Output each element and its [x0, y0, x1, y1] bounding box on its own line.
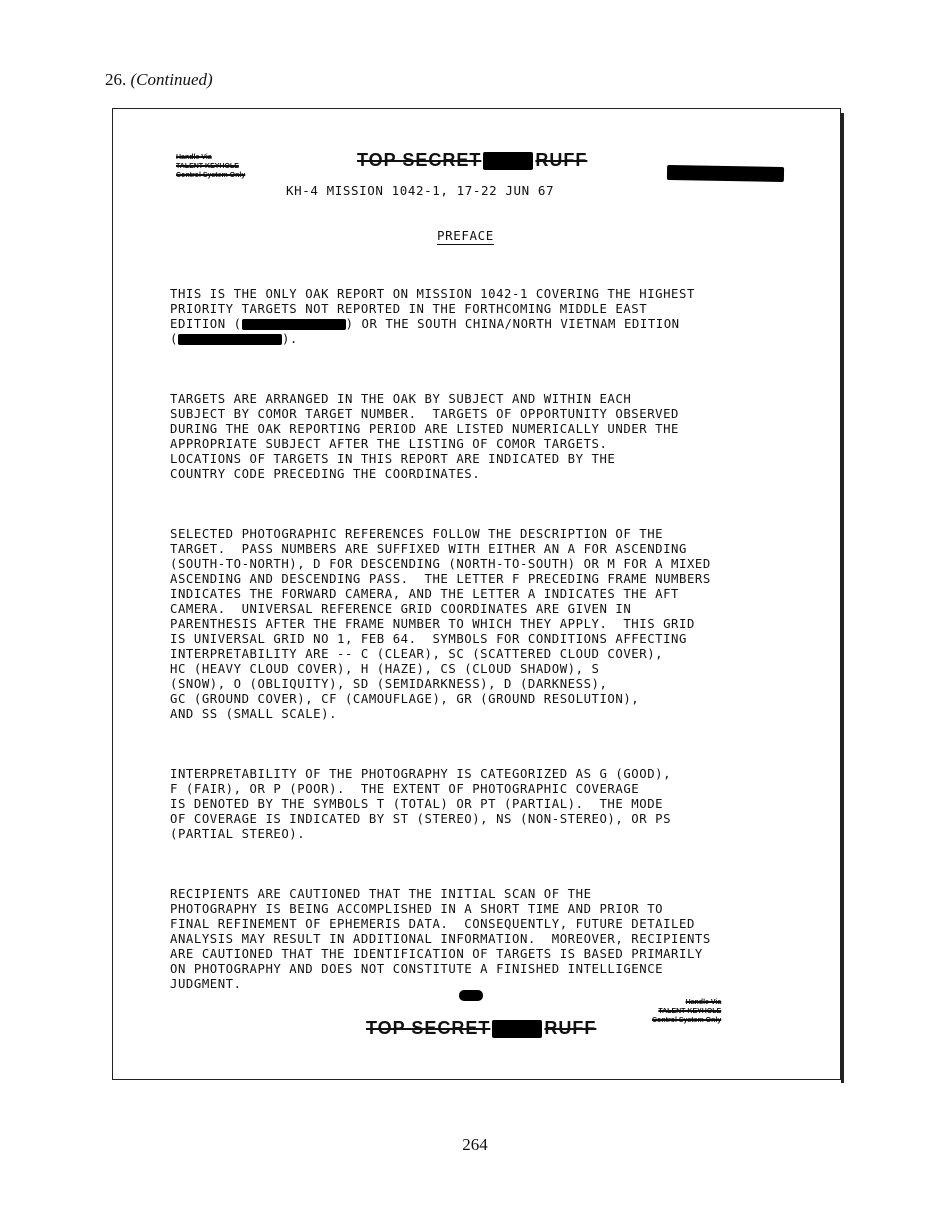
text-line: ) OR THE SOUTH CHINA/NORTH VIETNAM EDITION	[345, 317, 680, 331]
paragraph-1	[170, 287, 790, 347]
text-line: (	[170, 332, 178, 346]
text-line: CAMERA. UNIVERSAL REFERENCE GRID COORDINATES ARE GIVEN IN	[170, 602, 632, 616]
text-line: IS UNIVERSAL GRID NO 1, FEB 64. SYMBOLS FOR CONDITIONS AFFECTING	[170, 632, 687, 646]
text-line: INDICATES THE FORWARD CAMERA, AND THE LETTER A INDICATES THE AFT	[170, 587, 680, 601]
paragraph-5	[170, 887, 790, 992]
text-line: EDITION (	[170, 317, 242, 331]
text-line: (PARTIAL STEREO).	[170, 827, 306, 841]
redaction-block	[242, 319, 346, 330]
paragraph-2	[170, 392, 790, 482]
text-line: APPROPRIATE SUBJECT AFTER THE LISTING OF COMOR TARGETS.	[170, 437, 608, 451]
text-line: THIS IS THE ONLY OAK REPORT ON MISSION 1042-1 COVERING THE HIGHEST	[170, 287, 695, 301]
redaction-block	[459, 990, 483, 1001]
control-markings-bottom	[652, 998, 721, 1025]
paragraph-3	[170, 527, 790, 722]
redaction-block	[178, 334, 282, 345]
text-line: TARGETS ARE ARRANGED IN THE OAK BY SUBJECT AND WITHIN EACH	[170, 392, 632, 406]
text-line: LOCATIONS OF TARGETS IN THIS REPORT ARE INDICATED BY THE	[170, 452, 616, 466]
preface-title: PREFACE	[437, 228, 494, 243]
text-line: PHOTOGRAPHY IS BEING ACCOMPLISHED IN A SHORT TIME AND PRIOR TO	[170, 902, 664, 916]
control-line: Handle Via	[685, 999, 722, 1006]
text-line: COUNTRY CODE PRECEDING THE COORDINATES.	[170, 467, 481, 481]
text-line: HC (HEAVY CLOUD COVER), H (HAZE), CS (CLOUD SHADOW), S	[170, 662, 600, 676]
control-line: TALENT-KEYHOLE	[658, 1008, 722, 1015]
section-number: 26.	[105, 70, 127, 89]
text-line: SUBJECT BY COMOR TARGET NUMBER. TARGETS OF OPPORTUNITY OBSERVED	[170, 407, 680, 421]
control-line: TALENT-KEYHOLE	[176, 163, 239, 170]
text-line: ARE CAUTIONED THAT THE IDENTIFICATION OF TARGETS IS BASED PRIMARILY	[170, 947, 703, 961]
text-line: PARENTHESIS AFTER THE FRAME NUMBER TO WHICH THEY APPLY. THIS GRID	[170, 617, 695, 631]
text-line: F (FAIR), OR P (POOR). THE EXTENT OF PHOTOGRAPHIC COVERAGE	[170, 782, 640, 796]
text-line: ).	[281, 332, 298, 346]
control-line: Control System Only	[652, 1017, 722, 1024]
text-line: IS DENOTED BY THE SYMBOLS T (TOTAL) OR PT (PARTIAL). THE MODE	[170, 797, 664, 811]
text-line: JUDGMENT.	[170, 977, 242, 991]
classification-top	[357, 150, 587, 171]
mission-line: KH-4 MISSION 1042-1, 17-22 JUN 67	[286, 183, 555, 198]
redaction-block	[667, 165, 784, 182]
classification-top-right: RUFF	[535, 150, 588, 170]
text-line: SELECTED PHOTOGRAPHIC REFERENCES FOLLOW THE DESCRIPTION OF THE	[170, 527, 664, 541]
text-line: PRIORITY TARGETS NOT REPORTED IN THE FORTHCOMING MIDDLE EAST	[170, 302, 648, 316]
section-heading	[105, 70, 213, 90]
classification-top-left: TOP SECRET	[357, 150, 482, 170]
text-line: ASCENDING AND DESCENDING PASS. THE LETTER F PRECEDING FRAME NUMBERS	[170, 572, 711, 586]
classification-bottom	[366, 1018, 596, 1039]
text-line: ON PHOTOGRAPHY AND DOES NOT CONSTITUTE A FINISHED INTELLIGENCE	[170, 962, 664, 976]
control-markings-top	[176, 153, 245, 180]
text-line: (SNOW), O (OBLIQUITY), SD (SEMIDARKNESS), D (DARKNESS),	[170, 677, 608, 691]
redaction-block	[492, 1020, 542, 1038]
preface-body	[170, 257, 790, 1022]
text-line: GC (GROUND COVER), CF (CAMOUFLAGE), GR (GROUND RESOLUTION),	[170, 692, 640, 706]
text-line: (SOUTH-TO-NORTH), D FOR DESCENDING (NORTH-TO-SOUTH) OR M FOR A MIXED	[170, 557, 711, 571]
page-number: 264	[462, 1135, 488, 1154]
text-line: TARGET. PASS NUMBERS ARE SUFFIXED WITH EITHER AN A FOR ASCENDING	[170, 542, 687, 556]
control-line: Handle Via	[176, 154, 212, 161]
text-line: FINAL REFINEMENT OF EPHEMERIS DATA. CONSEQUENTLY, FUTURE DETAILED	[170, 917, 695, 931]
text-line: RECIPIENTS ARE CAUTIONED THAT THE INITIAL SCAN OF THE	[170, 887, 592, 901]
redaction-block	[483, 152, 533, 170]
classification-bottom-right: RUFF	[544, 1018, 597, 1038]
text-line: AND SS (SMALL SCALE).	[170, 707, 338, 721]
section-continued: (Continued)	[130, 70, 213, 89]
text-line: INTERPRETABILITY ARE -- C (CLEAR), SC (SCATTERED CLOUD COVER),	[170, 647, 664, 661]
classification-bottom-left: TOP SECRET	[366, 1018, 491, 1038]
text-line: OF COVERAGE IS INDICATED BY ST (STEREO), NS (NON-STEREO), OR PS	[170, 812, 672, 826]
paragraph-4	[170, 767, 790, 842]
text-line: INTERPRETABILITY OF THE PHOTOGRAPHY IS CATEGORIZED AS G (GOOD),	[170, 767, 672, 781]
control-line: Control System Only	[176, 172, 246, 179]
text-line: DURING THE OAK REPORTING PERIOD ARE LISTED NUMERICALLY UNDER THE	[170, 422, 680, 436]
text-line: ANALYSIS MAY RESULT IN ADDITIONAL INFORMATION. MOREOVER, RECIPIENTS	[170, 932, 711, 946]
